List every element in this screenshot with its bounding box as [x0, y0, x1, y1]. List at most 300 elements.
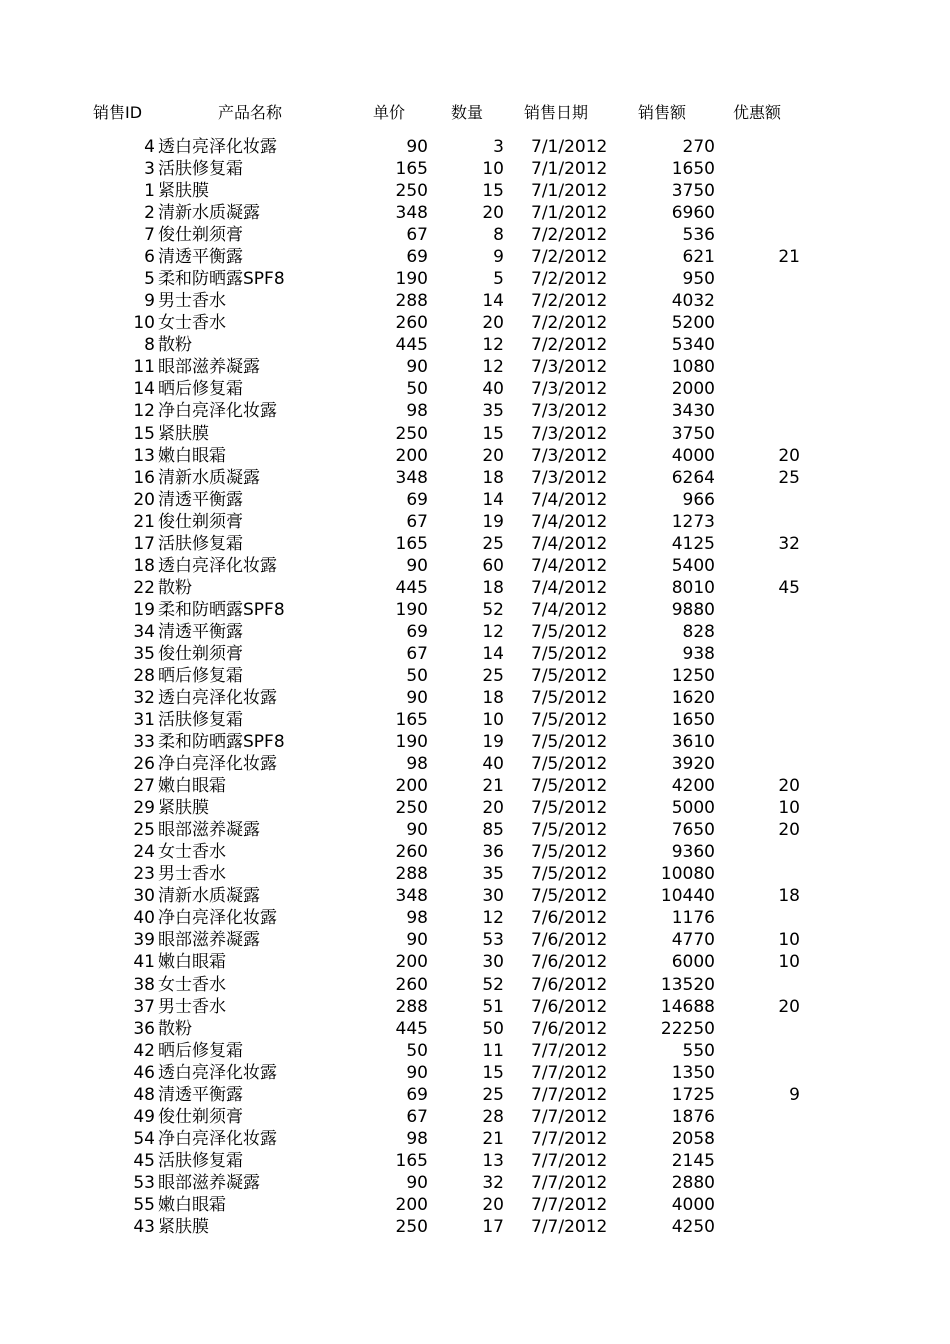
cell-sales-amount: 6000 [671, 952, 715, 972]
cell-sales-date: 7/1/2012 [531, 203, 608, 223]
header-quantity: 数量 [451, 103, 484, 122]
cell-unit-price: 165 [395, 1151, 428, 1171]
cell-sales-date: 7/4/2012 [531, 556, 608, 576]
cell-sales-amount: 3750 [671, 181, 715, 201]
cell-sales-id: 42 [133, 1041, 155, 1061]
cell-sales-id: 38 [133, 975, 155, 995]
cell-quantity: 10 [482, 159, 504, 179]
cell-quantity: 19 [482, 732, 504, 752]
cell-quantity: 14 [482, 490, 504, 510]
cell-sales-date: 7/5/2012 [531, 622, 608, 642]
cell-unit-price: 200 [395, 446, 428, 466]
table-row [0, 687, 950, 709]
cell-unit-price: 200 [395, 1195, 428, 1215]
cell-quantity: 15 [482, 424, 504, 444]
cell-unit-price: 67 [406, 512, 428, 532]
cell-product-name: 柔和防晒露SPF8 [158, 269, 285, 289]
cell-unit-price: 90 [406, 137, 428, 157]
cell-unit-price: 67 [406, 644, 428, 664]
cell-sales-amount: 621 [682, 247, 715, 267]
cell-sales-date: 7/3/2012 [531, 446, 608, 466]
header-sales-date: 销售日期 [524, 103, 589, 122]
cell-quantity: 17 [482, 1217, 504, 1237]
cell-sales-amount: 6264 [671, 468, 715, 488]
cell-quantity: 40 [482, 379, 504, 399]
cell-quantity: 32 [482, 1173, 504, 1193]
cell-sales-id: 21 [133, 512, 155, 532]
cell-product-name: 清透平衡露 [158, 247, 243, 267]
cell-discount: 45 [778, 578, 800, 598]
cell-sales-amount: 3430 [671, 401, 715, 421]
table-row [0, 1194, 950, 1216]
cell-unit-price: 165 [395, 534, 428, 554]
cell-sales-date: 7/4/2012 [531, 578, 608, 598]
cell-sales-date: 7/2/2012 [531, 313, 608, 333]
cell-sales-id: 41 [133, 952, 155, 972]
cell-product-name: 俊仕剃须膏 [158, 512, 243, 532]
cell-sales-date: 7/5/2012 [531, 864, 608, 884]
cell-quantity: 15 [482, 1063, 504, 1083]
table-row [0, 797, 950, 819]
cell-sales-amount: 4032 [671, 291, 715, 311]
cell-product-name: 紧肤膜 [158, 798, 209, 818]
cell-sales-amount: 1350 [671, 1063, 715, 1083]
cell-quantity: 20 [482, 313, 504, 333]
cell-quantity: 52 [482, 975, 504, 995]
cell-unit-price: 260 [395, 313, 428, 333]
cell-sales-amount: 1080 [671, 357, 715, 377]
cell-unit-price: 50 [406, 1041, 428, 1061]
cell-sales-id: 30 [133, 886, 155, 906]
cell-sales-date: 7/6/2012 [531, 1019, 608, 1039]
cell-quantity: 12 [482, 908, 504, 928]
cell-sales-amount: 1876 [671, 1107, 715, 1127]
cell-sales-date: 7/7/2012 [531, 1129, 608, 1149]
cell-quantity: 28 [482, 1107, 504, 1127]
cell-quantity: 35 [482, 401, 504, 421]
cell-unit-price: 90 [406, 930, 428, 950]
cell-sales-amount: 1650 [671, 710, 715, 730]
cell-sales-date: 7/5/2012 [531, 842, 608, 862]
cell-product-name: 活肤修复霜 [158, 1151, 243, 1171]
cell-sales-id: 10 [133, 313, 155, 333]
cell-quantity: 25 [482, 666, 504, 686]
cell-quantity: 13 [482, 1151, 504, 1171]
cell-unit-price: 200 [395, 776, 428, 796]
cell-unit-price: 90 [406, 1063, 428, 1083]
table-row [0, 1084, 950, 1106]
cell-sales-date: 7/2/2012 [531, 291, 608, 311]
cell-sales-amount: 950 [682, 269, 715, 289]
cell-quantity: 52 [482, 600, 504, 620]
table-row [0, 312, 950, 334]
table-row [0, 1216, 950, 1238]
cell-sales-amount: 1176 [671, 908, 715, 928]
cell-sales-date: 7/7/2012 [531, 1041, 608, 1061]
cell-sales-date: 7/5/2012 [531, 820, 608, 840]
cell-sales-id: 55 [133, 1195, 155, 1215]
cell-unit-price: 98 [406, 754, 428, 774]
cell-unit-price: 260 [395, 975, 428, 995]
header-unit-price: 单价 [373, 103, 406, 122]
cell-product-name: 净白亮泽化妆露 [158, 1129, 277, 1149]
cell-sales-date: 7/7/2012 [531, 1085, 608, 1105]
table-row [0, 180, 950, 202]
cell-sales-date: 7/2/2012 [531, 247, 608, 267]
cell-quantity: 5 [493, 269, 504, 289]
table-row [0, 1018, 950, 1040]
cell-sales-amount: 270 [682, 137, 715, 157]
cell-sales-amount: 22250 [660, 1019, 715, 1039]
table-row [0, 511, 950, 533]
cell-sales-id: 4 [144, 137, 155, 157]
cell-product-name: 透白亮泽化妆露 [158, 688, 277, 708]
cell-sales-id: 18 [133, 556, 155, 576]
table-row [0, 577, 950, 599]
cell-product-name: 散粉 [158, 335, 192, 355]
cell-sales-amount: 4250 [671, 1217, 715, 1237]
cell-unit-price: 445 [395, 335, 428, 355]
table-row [0, 202, 950, 224]
cell-discount: 20 [778, 446, 800, 466]
cell-product-name: 清新水质凝露 [158, 886, 260, 906]
cell-product-name: 女士香水 [158, 313, 226, 333]
cell-sales-amount: 3610 [671, 732, 715, 752]
cell-sales-id: 16 [133, 468, 155, 488]
cell-sales-id: 23 [133, 864, 155, 884]
cell-sales-id: 32 [133, 688, 155, 708]
table-row [0, 709, 950, 731]
cell-sales-id: 53 [133, 1173, 155, 1193]
cell-unit-price: 90 [406, 688, 428, 708]
cell-discount: 10 [778, 798, 800, 818]
cell-sales-date: 7/6/2012 [531, 997, 608, 1017]
cell-product-name: 俊仕剃须膏 [158, 644, 243, 664]
cell-quantity: 53 [482, 930, 504, 950]
cell-unit-price: 250 [395, 181, 428, 201]
cell-sales-id: 40 [133, 908, 155, 928]
cell-quantity: 14 [482, 644, 504, 664]
cell-sales-date: 7/2/2012 [531, 335, 608, 355]
cell-product-name: 男士香水 [158, 291, 226, 311]
cell-sales-date: 7/6/2012 [531, 952, 608, 972]
cell-sales-date: 7/1/2012 [531, 137, 608, 157]
cell-sales-id: 46 [133, 1063, 155, 1083]
cell-quantity: 36 [482, 842, 504, 862]
cell-quantity: 85 [482, 820, 504, 840]
cell-product-name: 俊仕剃须膏 [158, 225, 243, 245]
cell-sales-amount: 3750 [671, 424, 715, 444]
cell-product-name: 清新水质凝露 [158, 203, 260, 223]
cell-discount: 10 [778, 952, 800, 972]
cell-discount: 20 [778, 820, 800, 840]
table-row [0, 423, 950, 445]
cell-product-name: 眼部滋养凝露 [158, 1173, 260, 1193]
cell-unit-price: 445 [395, 1019, 428, 1039]
cell-sales-date: 7/5/2012 [531, 710, 608, 730]
cell-sales-date: 7/5/2012 [531, 666, 608, 686]
cell-sales-amount: 938 [682, 644, 715, 664]
cell-quantity: 21 [482, 776, 504, 796]
cell-sales-id: 11 [133, 357, 155, 377]
cell-product-name: 清透平衡露 [158, 1085, 243, 1105]
cell-quantity: 60 [482, 556, 504, 576]
cell-sales-amount: 550 [682, 1041, 715, 1061]
cell-product-name: 紧肤膜 [158, 181, 209, 201]
cell-sales-id: 45 [133, 1151, 155, 1171]
table-row [0, 533, 950, 555]
cell-quantity: 21 [482, 1129, 504, 1149]
cell-sales-id: 43 [133, 1217, 155, 1237]
table-row [0, 467, 950, 489]
cell-sales-date: 7/6/2012 [531, 908, 608, 928]
cell-unit-price: 165 [395, 710, 428, 730]
cell-product-name: 女士香水 [158, 842, 226, 862]
cell-product-name: 俊仕剃须膏 [158, 1107, 243, 1127]
cell-sales-date: 7/4/2012 [531, 512, 608, 532]
cell-sales-id: 12 [133, 401, 155, 421]
table-row [0, 885, 950, 907]
cell-quantity: 35 [482, 864, 504, 884]
cell-quantity: 30 [482, 952, 504, 972]
cell-sales-amount: 966 [682, 490, 715, 510]
table-row [0, 246, 950, 268]
cell-sales-date: 7/7/2012 [531, 1195, 608, 1215]
cell-quantity: 8 [493, 225, 504, 245]
cell-sales-amount: 10440 [660, 886, 715, 906]
cell-unit-price: 200 [395, 952, 428, 972]
cell-quantity: 20 [482, 203, 504, 223]
cell-discount: 18 [778, 886, 800, 906]
table-row [0, 356, 950, 378]
cell-sales-date: 7/5/2012 [531, 886, 608, 906]
cell-product-name: 嫩白眼霜 [158, 776, 226, 796]
cell-sales-date: 7/7/2012 [531, 1107, 608, 1127]
header-product-name: 产品名称 [218, 103, 283, 122]
cell-sales-date: 7/4/2012 [531, 600, 608, 620]
cell-unit-price: 348 [395, 886, 428, 906]
cell-product-name: 净白亮泽化妆露 [158, 401, 277, 421]
cell-sales-amount: 4000 [671, 1195, 715, 1215]
cell-product-name: 眼部滋养凝露 [158, 820, 260, 840]
cell-sales-date: 7/3/2012 [531, 357, 608, 377]
cell-sales-amount: 1725 [671, 1085, 715, 1105]
table-row [0, 268, 950, 290]
cell-sales-date: 7/6/2012 [531, 975, 608, 995]
table-row [0, 665, 950, 687]
table-row [0, 951, 950, 973]
table-row [0, 974, 950, 996]
cell-sales-amount: 2000 [671, 379, 715, 399]
cell-unit-price: 190 [395, 732, 428, 752]
cell-sales-amount: 1273 [671, 512, 715, 532]
cell-discount: 20 [778, 997, 800, 1017]
cell-unit-price: 69 [406, 1085, 428, 1105]
cell-product-name: 晒后修复霜 [158, 666, 243, 686]
table-row [0, 378, 950, 400]
table-row [0, 841, 950, 863]
cell-discount: 32 [778, 534, 800, 554]
cell-sales-id: 48 [133, 1085, 155, 1105]
cell-sales-id: 13 [133, 446, 155, 466]
cell-quantity: 9 [493, 247, 504, 267]
cell-sales-amount: 1250 [671, 666, 715, 686]
cell-quantity: 11 [482, 1041, 504, 1061]
cell-product-name: 净白亮泽化妆露 [158, 754, 277, 774]
cell-sales-id: 9 [144, 291, 155, 311]
cell-sales-id: 5 [144, 269, 155, 289]
cell-sales-date: 7/2/2012 [531, 225, 608, 245]
cell-product-name: 活肤修复霜 [158, 159, 243, 179]
cell-sales-id: 19 [133, 600, 155, 620]
cell-sales-date: 7/4/2012 [531, 534, 608, 554]
cell-quantity: 15 [482, 181, 504, 201]
cell-product-name: 眼部滋养凝露 [158, 930, 260, 950]
header-sales-amount: 销售额 [638, 103, 687, 122]
table-row [0, 599, 950, 621]
cell-sales-amount: 4125 [671, 534, 715, 554]
cell-unit-price: 260 [395, 842, 428, 862]
cell-quantity: 14 [482, 291, 504, 311]
cell-sales-date: 7/5/2012 [531, 776, 608, 796]
cell-sales-amount: 2880 [671, 1173, 715, 1193]
cell-sales-id: 35 [133, 644, 155, 664]
table-row [0, 775, 950, 797]
cell-unit-price: 90 [406, 1173, 428, 1193]
cell-unit-price: 250 [395, 424, 428, 444]
cell-sales-amount: 1650 [671, 159, 715, 179]
cell-unit-price: 348 [395, 203, 428, 223]
header-sales-id: 销售ID [93, 103, 143, 122]
table-row [0, 400, 950, 422]
cell-sales-date: 7/3/2012 [531, 468, 608, 488]
cell-sales-id: 7 [144, 225, 155, 245]
cell-sales-amount: 4770 [671, 930, 715, 950]
cell-product-name: 清透平衡露 [158, 622, 243, 642]
cell-sales-date: 7/7/2012 [531, 1063, 608, 1083]
cell-quantity: 20 [482, 1195, 504, 1215]
cell-unit-price: 90 [406, 556, 428, 576]
cell-unit-price: 288 [395, 291, 428, 311]
cell-quantity: 51 [482, 997, 504, 1017]
cell-sales-date: 7/3/2012 [531, 401, 608, 421]
table-row [0, 224, 950, 246]
cell-sales-amount: 5400 [671, 556, 715, 576]
cell-sales-date: 7/5/2012 [531, 732, 608, 752]
cell-unit-price: 50 [406, 379, 428, 399]
cell-sales-id: 1 [144, 181, 155, 201]
cell-product-name: 紧肤膜 [158, 1217, 209, 1237]
cell-product-name: 男士香水 [158, 864, 226, 884]
cell-discount: 9 [789, 1085, 800, 1105]
cell-sales-date: 7/3/2012 [531, 379, 608, 399]
cell-sales-amount: 828 [682, 622, 715, 642]
cell-unit-price: 98 [406, 1129, 428, 1149]
cell-product-name: 透白亮泽化妆露 [158, 556, 277, 576]
cell-sales-id: 27 [133, 776, 155, 796]
cell-sales-amount: 6960 [671, 203, 715, 223]
cell-sales-amount: 3920 [671, 754, 715, 774]
table-row [0, 819, 950, 841]
cell-sales-date: 7/3/2012 [531, 424, 608, 444]
cell-unit-price: 165 [395, 159, 428, 179]
cell-sales-date: 7/5/2012 [531, 798, 608, 818]
cell-quantity: 12 [482, 622, 504, 642]
cell-sales-id: 29 [133, 798, 155, 818]
cell-unit-price: 250 [395, 1217, 428, 1237]
cell-discount: 21 [778, 247, 800, 267]
table-row [0, 1040, 950, 1062]
cell-sales-id: 3 [144, 159, 155, 179]
cell-discount: 10 [778, 930, 800, 950]
cell-sales-id: 17 [133, 534, 155, 554]
cell-sales-id: 15 [133, 424, 155, 444]
cell-sales-amount: 2058 [671, 1129, 715, 1149]
cell-sales-id: 26 [133, 754, 155, 774]
cell-product-name: 眼部滋养凝露 [158, 357, 260, 377]
cell-sales-id: 33 [133, 732, 155, 752]
cell-quantity: 18 [482, 468, 504, 488]
table-row [0, 158, 950, 180]
table-row [0, 1062, 950, 1084]
cell-sales-date: 7/2/2012 [531, 269, 608, 289]
cell-product-name: 透白亮泽化妆露 [158, 137, 277, 157]
cell-sales-amount: 8010 [671, 578, 715, 598]
cell-unit-price: 69 [406, 622, 428, 642]
cell-sales-date: 7/4/2012 [531, 490, 608, 510]
cell-sales-date: 7/7/2012 [531, 1217, 608, 1237]
cell-sales-amount: 13520 [660, 975, 715, 995]
cell-unit-price: 445 [395, 578, 428, 598]
cell-product-name: 紧肤膜 [158, 424, 209, 444]
cell-product-name: 嫩白眼霜 [158, 952, 226, 972]
cell-product-name: 男士香水 [158, 997, 226, 1017]
cell-product-name: 活肤修复霜 [158, 710, 243, 730]
cell-product-name: 女士香水 [158, 975, 226, 995]
cell-product-name: 清新水质凝露 [158, 468, 260, 488]
cell-product-name: 净白亮泽化妆露 [158, 908, 277, 928]
cell-quantity: 18 [482, 688, 504, 708]
cell-sales-id: 25 [133, 820, 155, 840]
cell-unit-price: 67 [406, 225, 428, 245]
cell-sales-date: 7/7/2012 [531, 1151, 608, 1171]
table-row [0, 1150, 950, 1172]
cell-sales-id: 49 [133, 1107, 155, 1127]
cell-unit-price: 90 [406, 357, 428, 377]
table-row [0, 136, 950, 158]
cell-sales-date: 7/5/2012 [531, 644, 608, 664]
cell-sales-amount: 7650 [671, 820, 715, 840]
cell-sales-amount: 9360 [671, 842, 715, 862]
cell-product-name: 柔和防晒露SPF8 [158, 732, 285, 752]
cell-sales-id: 2 [144, 203, 155, 223]
table-row [0, 334, 950, 356]
cell-quantity: 50 [482, 1019, 504, 1039]
cell-unit-price: 288 [395, 864, 428, 884]
cell-sales-id: 24 [133, 842, 155, 862]
cell-unit-price: 288 [395, 997, 428, 1017]
cell-sales-id: 22 [133, 578, 155, 598]
table-row [0, 1172, 950, 1194]
cell-product-name: 散粉 [158, 1019, 192, 1039]
cell-sales-amount: 2145 [671, 1151, 715, 1171]
table-row [0, 555, 950, 577]
cell-product-name: 透白亮泽化妆露 [158, 1063, 277, 1083]
cell-unit-price: 98 [406, 908, 428, 928]
cell-unit-price: 90 [406, 820, 428, 840]
cell-sales-id: 39 [133, 930, 155, 950]
table-row [0, 731, 950, 753]
